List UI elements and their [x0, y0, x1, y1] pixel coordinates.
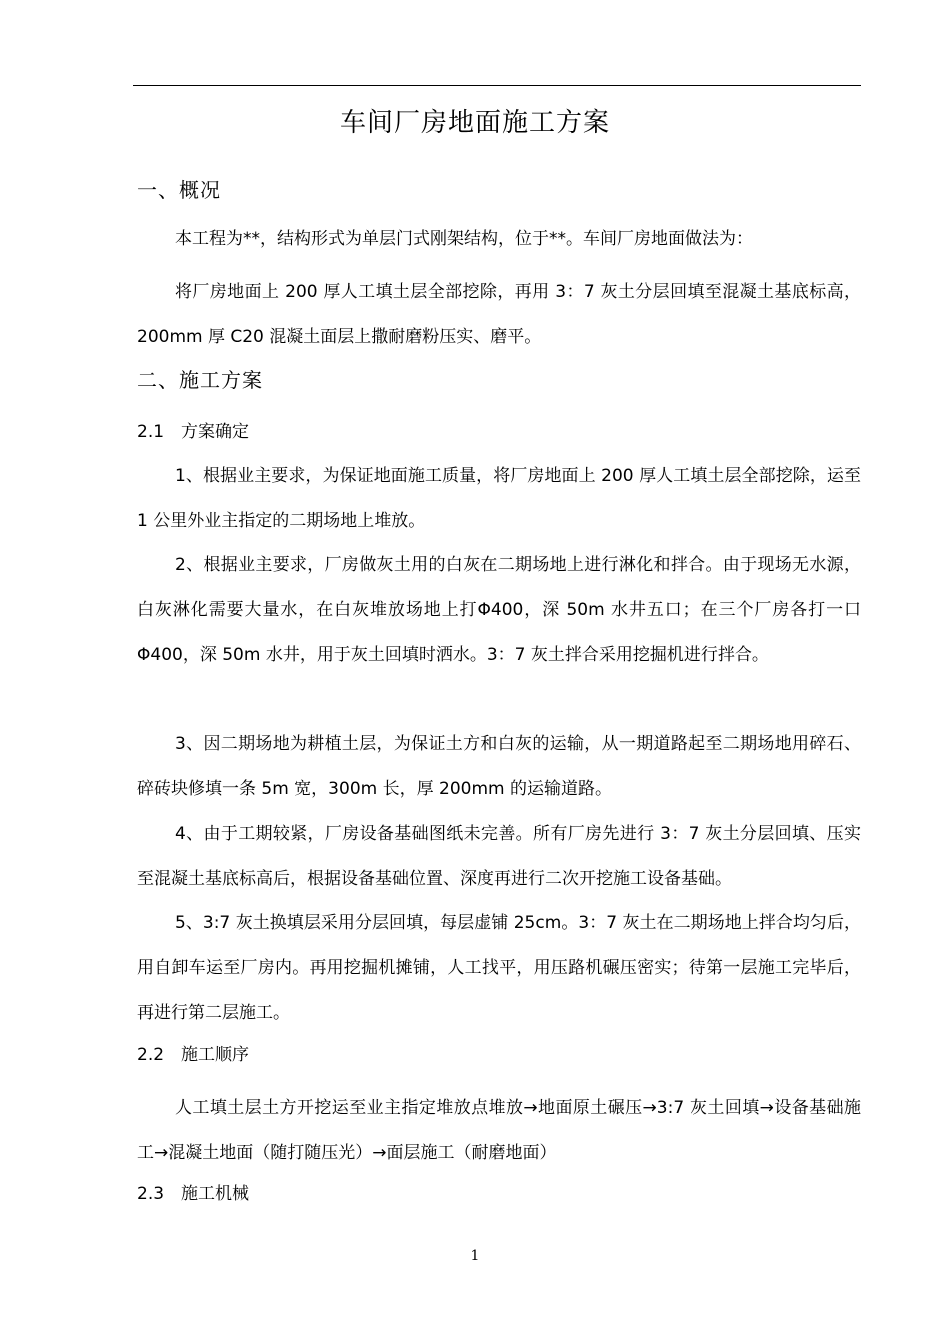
paragraph-2-1-item-3: 3、因二期场地为耕植土层，为保证土方和白灰的运输，从一期道路起至二期场地用碎石、碎砖块修填一条 5m 宽，300m 长，厚 200mm 的运输道路。 — [137, 734, 861, 799]
subsection-heading-2-2: 2.2 施工顺序 — [137, 1045, 250, 1065]
paragraph-2-1-item-2: 2、根据业主要求，厂房做灰土用的白灰在二期场地上进行淋化和拌合。由于现场无水源，白灰淋化需要大量水，在白灰堆放场地上打Φ400，深 50m 水井五口；在三个厂房各打一口Φ400，深 50m 水井，用于灰土回填时洒水。3：7 灰土拌合采用挖掘机进行拌合。 — [137, 555, 861, 665]
header-rule — [133, 85, 861, 86]
paragraph-2-1-item-1: 1、根据业主要求，为保证地面施工质量，将厂房地面上 200 厚人工填土层全部挖除，运至 1 公里外业主指定的二期场地上堆放。 — [137, 466, 861, 531]
paragraph-2-2-sequence: 人工填土层土方开挖运至业主指定堆放点堆放→地面原土碾压→3:7 灰土回填→设备基础施工→混凝土地面（随打随压光）→面层施工（耐磨地面） — [137, 1098, 861, 1163]
paragraph-2-1-item-4: 4、由于工期较紧，厂房设备基础图纸未完善。所有厂房先进行 3：7 灰土分层回填、压实至混凝土基底标高后，根据设备基础位置、深度再进行二次开挖施工设备基础。 — [137, 824, 861, 889]
section-heading-plan: 二、施工方案 — [137, 368, 263, 392]
document-title: 车间厂房地面施工方案 — [339, 108, 610, 138]
paragraph-overview-1: 本工程为**，结构形式为单层门式刚架结构，位于**。车间厂房地面做法为： — [175, 229, 753, 249]
paragraph-2-1-item-5: 5、3:7 灰土换填层采用分层回填，每层虚铺 25cm。3：7 灰土在二期场地上拌合均匀后，用自卸车运至厂房内。再用挖掘机摊铺，人工找平，用压路机碾压密实；待第一层施工完毕后，再进行第二层施工。 — [137, 913, 861, 1023]
paragraph-overview-2: 将厂房地面上 200 厚人工填土层全部挖除，再用 3：7 灰土分层回填至混凝土基底标高，200mm 厚 C20 混凝土面层上撒耐磨粉压实、磨平。 — [137, 282, 861, 347]
subsection-heading-2-3: 2.3 施工机械 — [137, 1184, 250, 1204]
section-heading-overview: 一、概况 — [137, 178, 221, 202]
page-number: 1 — [470, 1248, 480, 1264]
subsection-heading-2-1: 2.1 方案确定 — [137, 422, 250, 442]
